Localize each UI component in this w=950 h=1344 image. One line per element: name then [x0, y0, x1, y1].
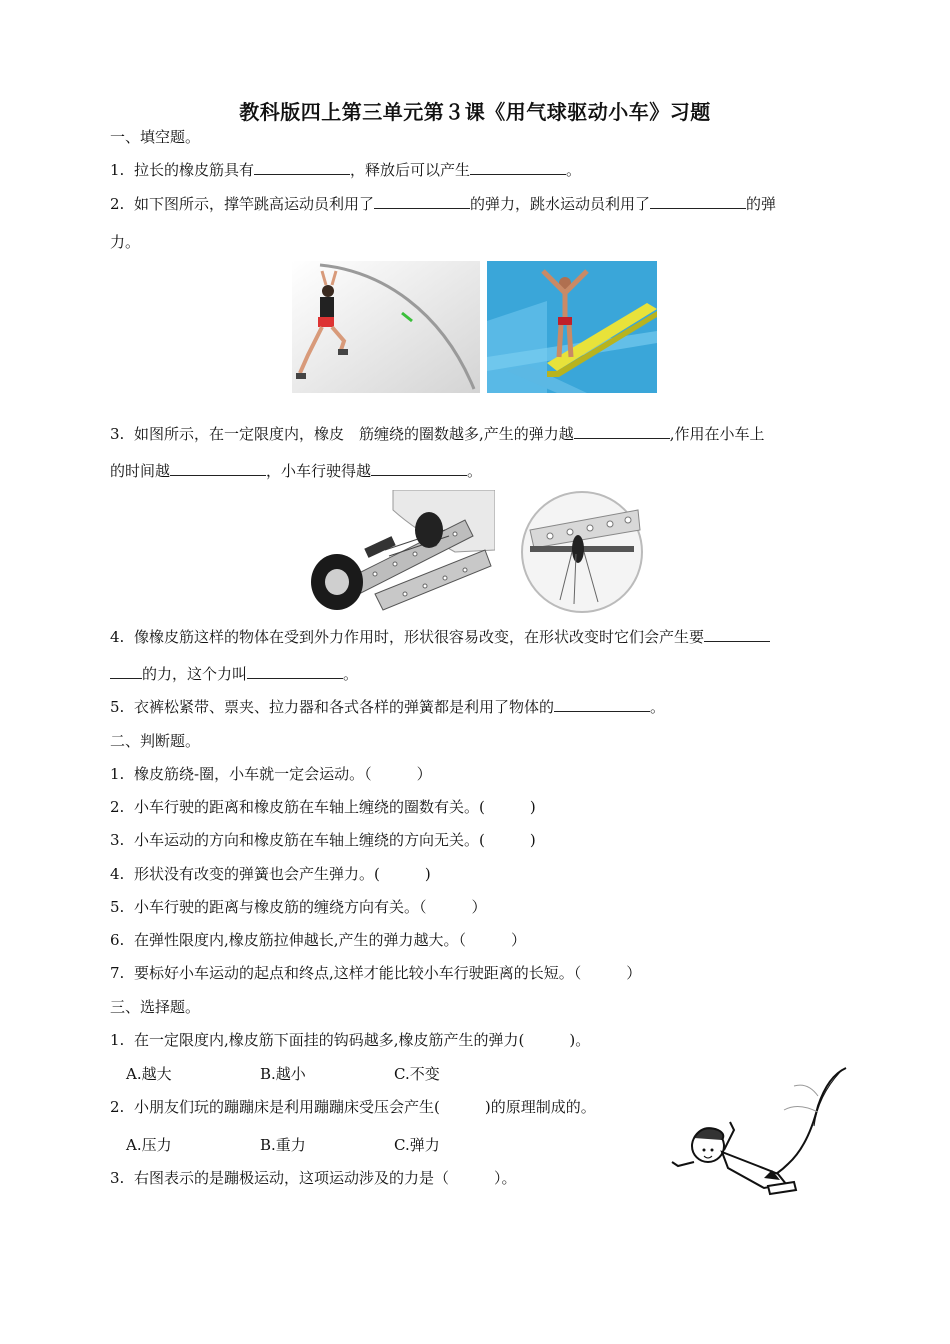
option-c[interactable]: C.不变	[394, 1065, 440, 1083]
bungee-cord	[768, 1068, 846, 1178]
question-number: 2.	[110, 798, 125, 816]
athlete-top	[320, 297, 334, 319]
section-fill-heading: 一、填空题。	[110, 128, 201, 146]
question-number: 1.	[110, 765, 125, 783]
option-a[interactable]: A.越大	[126, 1065, 172, 1083]
fill-question-3: 3. 如图所示，在一定限度内，橡皮 筋缠绕的圈数越多,产生的弹力越 ,作用在小车上	[110, 425, 765, 443]
fill-question-2: 2. 如下图所示，撑竿跳高运动员利用了 的弹力，跳水运动员利用了 的弹	[110, 195, 777, 213]
athlete-shoe	[338, 349, 348, 355]
answer-blank[interactable]	[554, 697, 650, 712]
question-number: 1.	[110, 161, 125, 179]
answer-blank[interactable]	[254, 160, 350, 175]
option-b[interactable]: B.越小	[260, 1065, 306, 1083]
judge-item[interactable]: 6. 在弹性限度内,橡皮筋拉伸越长,产生的弹力越大。（ ）	[110, 931, 527, 949]
answer-blank[interactable]	[574, 424, 670, 439]
answer-blank[interactable]	[170, 461, 266, 476]
answer-blank[interactable]	[704, 627, 770, 642]
axle-closeup-figure	[520, 490, 644, 614]
judge-item[interactable]: 3. 小车运动的方向和橡皮筋在车轴上缠绕的方向无关。( )	[110, 831, 536, 849]
fill-question-4-cont: 的力，这个力叫 。	[110, 664, 358, 684]
fill-question-5: 5. 衣裤松紧带、票夹、拉力器和各式各样的弹簧都是利用了物体的 。	[110, 698, 666, 716]
jumper-hair	[694, 1128, 723, 1140]
judge-item[interactable]: 7. 要标好小车运动的起点和终点,这样才能比较小车行驶距离的长短。（ ）	[110, 964, 642, 982]
athlete-head	[322, 285, 334, 297]
pulley	[572, 535, 584, 563]
pole-vault-figure	[292, 261, 480, 393]
question-number: 3.	[110, 831, 125, 849]
answer-blank[interactable]	[374, 194, 470, 209]
bungee-jump-figure	[668, 1066, 850, 1200]
answer-blank[interactable]	[650, 194, 746, 209]
judge-item[interactable]: 5. 小车行驶的距离与橡皮筋的缠绕方向有关。（ ）	[110, 898, 487, 916]
question-number: 5.	[110, 698, 125, 716]
page-title: 教科版四上第三单元第３课《用气球驱动小车》习题	[239, 100, 711, 124]
answer-blank[interactable]	[110, 664, 142, 679]
choice-question-2: 2. 小朋友们玩的蹦蹦床是利用蹦蹦床受压会产生( )的原理制成的。	[110, 1098, 596, 1116]
diver-trunks	[558, 317, 572, 325]
answer-blank[interactable]	[470, 160, 566, 175]
athlete-shorts	[318, 317, 334, 327]
option-b[interactable]: B.重力	[260, 1136, 306, 1154]
fill-question-1: 1. 拉长的橡皮筋具有 ，释放后可以产生 。	[110, 161, 582, 179]
question-number: 2.	[110, 1098, 125, 1116]
judge-item[interactable]: 4. 形状没有改变的弹簧也会产生弹力。( )	[110, 865, 431, 883]
question-number: 3.	[110, 425, 125, 443]
choice-options-2	[126, 1134, 528, 1155]
judge-item[interactable]: 2. 小车行驶的距离和橡皮筋在车轴上缠绕的圈数有关。( )	[110, 798, 536, 816]
question-number: 2.	[110, 195, 125, 213]
jumper-body	[722, 1152, 786, 1188]
answer-blank[interactable]	[247, 664, 343, 679]
question-number: 4.	[110, 628, 125, 646]
car-wheel	[415, 512, 443, 548]
question-number: 7.	[110, 964, 125, 982]
diving-figure	[487, 261, 657, 393]
choice-question-1: 1. 在一定限度内,橡皮筋下面挂的钩码越多,橡皮筋产生的弹力( )。	[110, 1031, 591, 1049]
section-choice-heading: 三、选择题。	[110, 998, 201, 1016]
question-number: 6.	[110, 931, 125, 949]
athlete-shoe	[296, 373, 306, 379]
option-c[interactable]: C.弹力	[394, 1136, 440, 1154]
question-number: 5.	[110, 898, 125, 916]
fill-question-4: 4. 像橡皮筋这样的物体在受到外力作用时，形状很容易改变，在形状改变时它们会产生要	[110, 627, 770, 647]
section-judge-heading: 二、判断题。	[110, 732, 201, 750]
answer-blank[interactable]	[371, 461, 467, 476]
choice-options-1	[126, 1063, 528, 1084]
choice-question-3: 3. 右图表示的是蹦极运动，这项运动涉及的力是（ ）。	[110, 1169, 517, 1187]
question-number: 3.	[110, 1169, 125, 1187]
question-number: 4.	[110, 865, 125, 883]
fill-question-3-cont: 的时间越 ，小车行驶得越 。	[110, 462, 483, 480]
question-number: 1.	[110, 1031, 125, 1049]
judge-item[interactable]: 1. 橡皮筋绕-圈，小车就一定会运动。（ ）	[110, 765, 432, 783]
motion-lines	[784, 1085, 818, 1112]
rubber-band-car-figure	[305, 490, 495, 614]
fill-question-2-cont: 力。	[110, 233, 141, 251]
option-a[interactable]: A.压力	[126, 1136, 172, 1154]
